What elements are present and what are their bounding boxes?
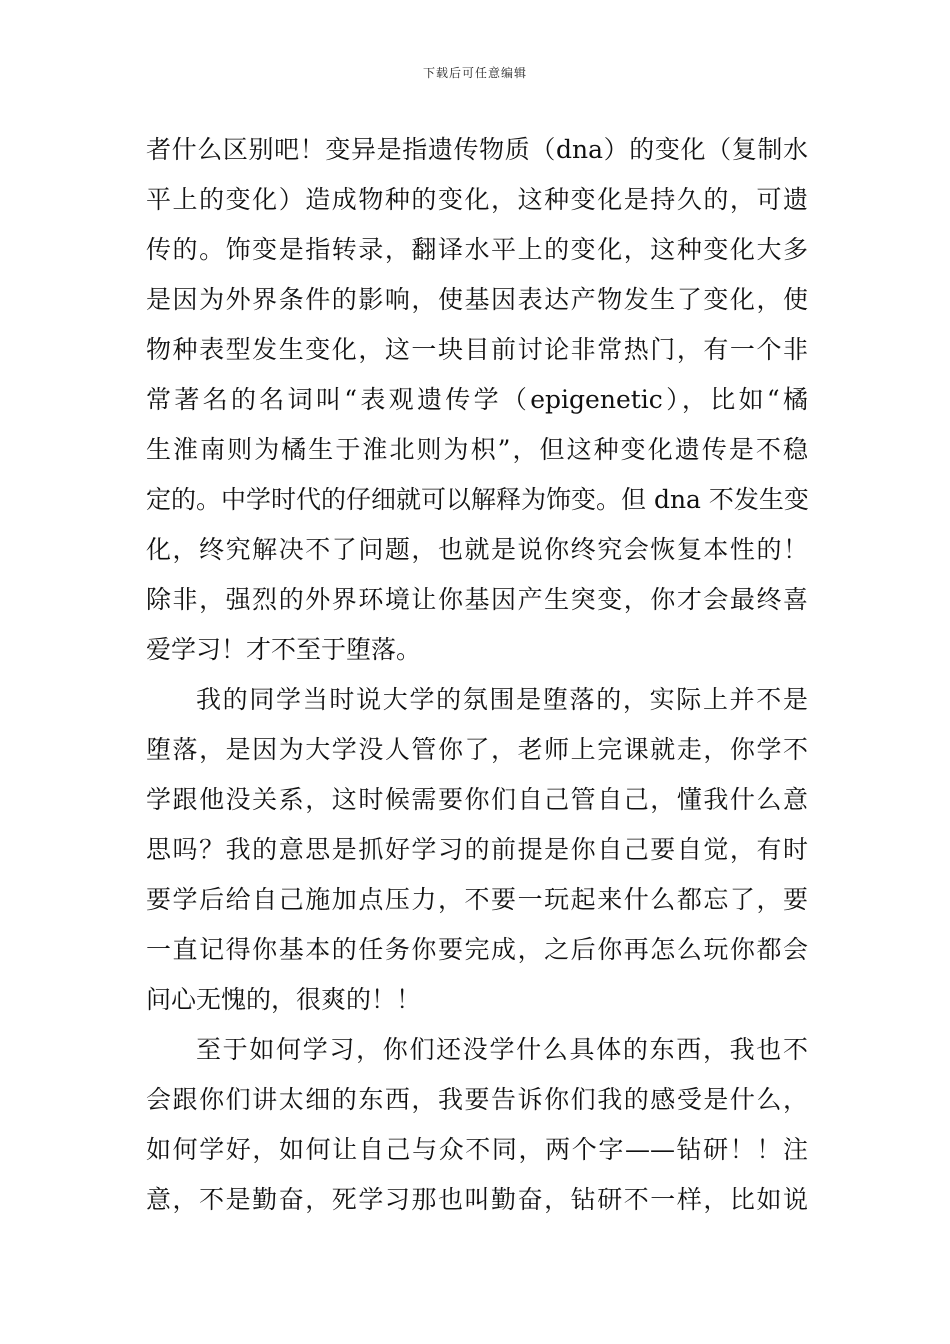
text-line: 定的。中学时代的仔细就可以解释为饰变。但 dna 不发生变 [146,485,809,514]
body-text [146,125,808,1225]
text-line: 要学后给自己施加点压力，不要一玩起来什么都忘了，要 [146,885,808,914]
text-line: 传的。饰变是指转录，翻译水平上的变化，这种变化大多 [146,235,808,264]
text-line: 常著名的名词叫“表观遗传学（epigenetic），比如“橘 [146,385,808,414]
text-line: 除非，强烈的外界环境让你基因产生突变，你才会最终喜 [146,585,808,614]
text-line: 如何学好，如何让自己与众不同，两个字——钻研！！注 [146,1135,808,1164]
text-line: 平上的变化）造成物种的变化，这种变化是持久的，可遗 [146,185,808,214]
text-line: 学跟他没关系，这时候需要你们自己管自己，懂我什么意 [146,785,808,814]
text-line: 物种表型发生变化，这一块目前讨论非常热门，有一个非 [146,335,808,364]
text-line: 一直记得你基本的任务你要完成，之后你再怎么玩你都会 [146,935,808,964]
text-line: 化，终究解决不了问题，也就是说你终究会恢复本性的！ [146,535,808,564]
text-line: 会跟你们讲太细的东西，我要告诉你们我的感受是什么， [146,1085,808,1114]
page-header-note: 下载后可任意编辑 [422,66,527,80]
paragraph-1 [146,125,808,675]
text-line: 是因为外界条件的影响，使基因表达产物发生了变化，使 [146,285,808,314]
text-line: 问心无愧的，很爽的！！ [146,985,422,1014]
text-line: 爱学习！才不至于堕落。 [146,635,422,664]
text-line: 堕落，是因为大学没人管你了，老师上完课就走，你学不 [146,735,808,764]
paragraph-3 [146,1025,808,1225]
text-line: 生淮南则为橘生于淮北则为枳”，但这种变化遗传是不稳 [146,435,808,464]
paragraph-2 [146,675,808,1025]
text-line: 至于如何学习，你们还没学什么具体的东西，我也不 [196,1035,808,1064]
text-line: 我的同学当时说大学的氛围是堕落的，实际上并不是 [196,685,808,714]
text-line: 意，不是勤奋，死学习那也叫勤奋，钻研不一样，比如说 [146,1185,808,1214]
text-line: 者什么区别吧！变异是指遗传物质（dna）的变化（复制水 [146,135,808,164]
text-line: 思吗？我的意思是抓好学习的前提是你自己要自觉，有时 [146,835,808,864]
